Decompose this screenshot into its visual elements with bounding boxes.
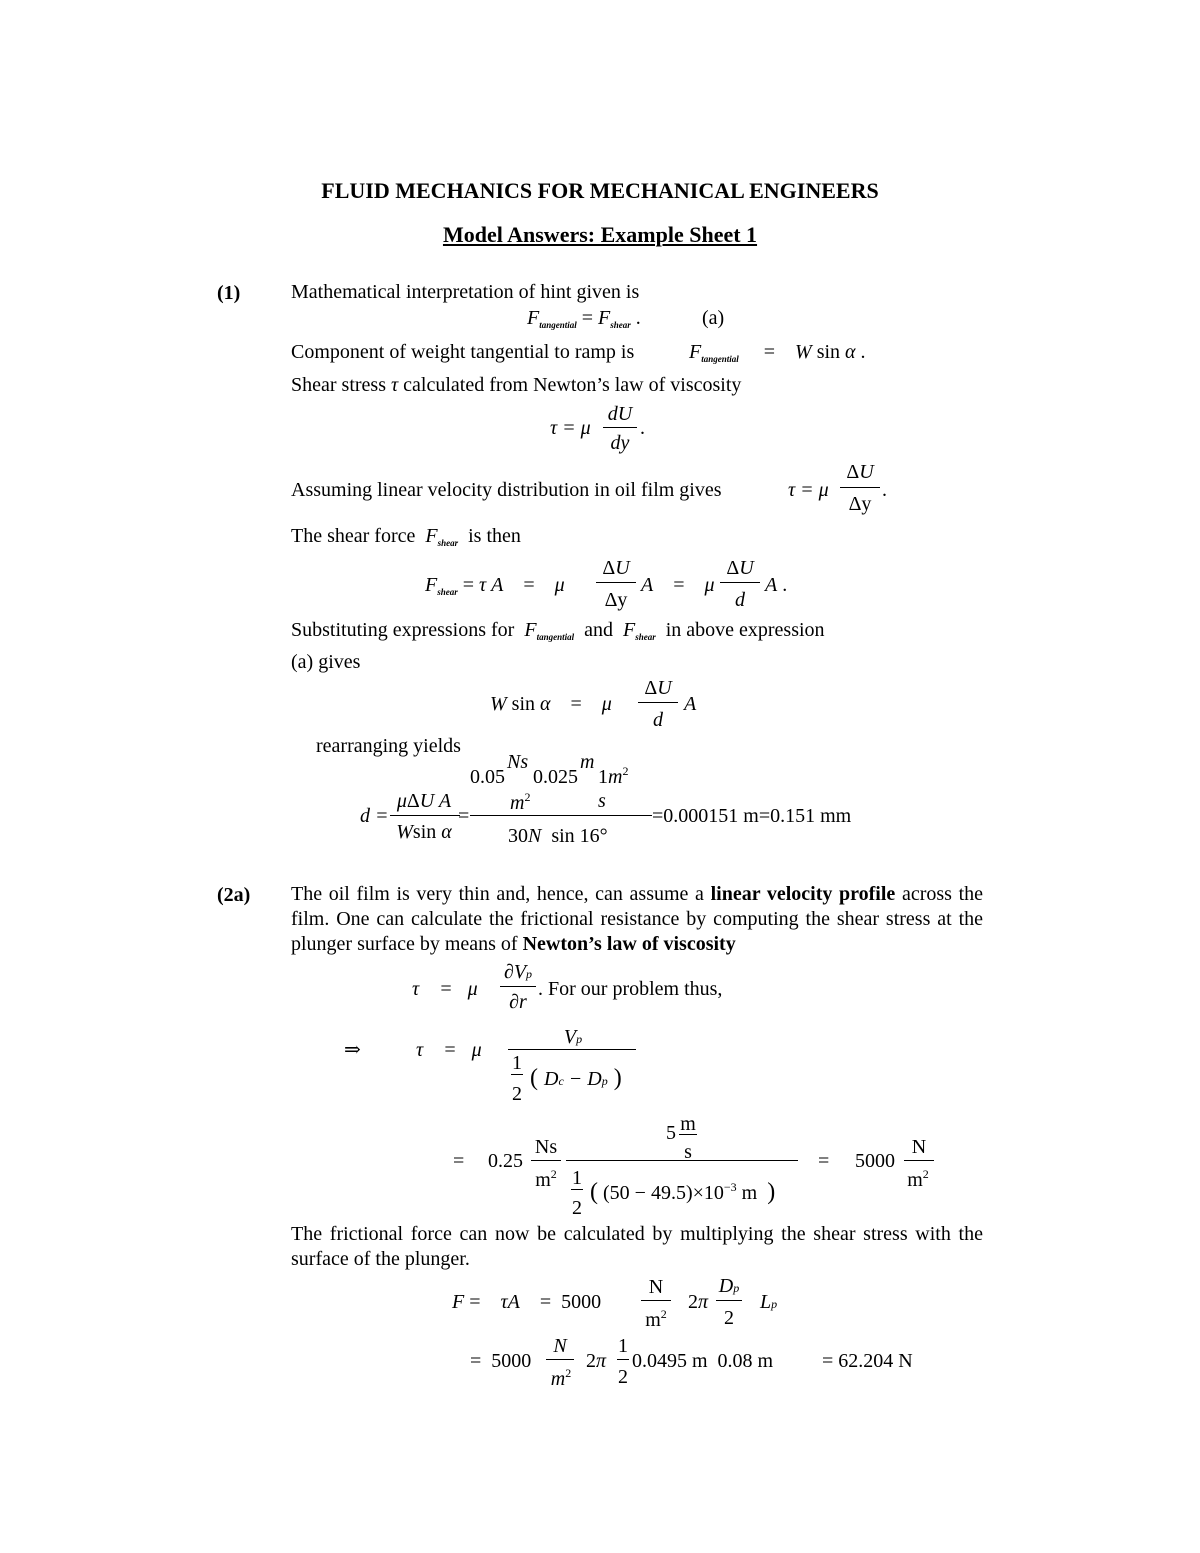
unit-s: s [684,1141,692,1163]
q2a-paragraph-1: The oil film is very thin and, hence, can assume a linear velocity profile across the film. One can calculate the frictional resistance by computing the shear stress at the plunger surface by means of Newton’s law of viscosity [291,883,984,955]
diameter-difference: ( Dc − Dp ) [530,1065,622,1091]
q1-line-4: Assuming linear velocity distribution in oil film gives [291,479,722,501]
equation-weight-component: $F_{tangential}$ = W sin α . [689,341,866,364]
result-stress: 5000 [855,1150,895,1172]
half-denominator: 2 [512,1083,522,1105]
for-our-problem: . For our problem thus, [538,978,723,1000]
fraction-bar [720,582,760,583]
unit-m2: $m^2$ [550,1366,572,1390]
equation-d-lhs: d = [360,805,389,827]
fraction-bar [716,1300,742,1301]
fraction-numerator: μΔU A [396,790,452,812]
fraction-delta-u: ΔU [726,557,754,579]
equation-linear-velocity: τ = μ [788,479,829,501]
equation-tag-a: (a) [702,307,725,329]
fraction-bar-main [566,1160,798,1161]
q1-line-7: (a) gives [291,651,361,673]
equation-tau-lhs: τ = μ [416,1039,482,1061]
fraction-d: d [653,709,663,731]
fraction-bar [500,986,536,987]
unit-ns: Ns [534,1136,558,1158]
half-denominator: 2 [572,1197,582,1219]
equals: = [453,1150,465,1172]
question-label-2a: (2a) [217,884,251,906]
equals: = [458,805,470,827]
fraction-bar [470,815,652,816]
equation-shear-force: $F_{shear} = \tau$ A = μ [425,574,565,597]
implies-arrow: ⇒ [344,1039,361,1061]
fraction-denominator: Wsin α [396,821,452,843]
equation-tangential-equals-shear: $F_{tangential} = F_{shear}$ . [527,307,641,330]
fraction-bar [571,1189,583,1190]
q1-line-6: Substituting expressions for $F_{tangential}$ and $F_{shear}$ in above expression [291,619,825,642]
fraction-bar [840,487,880,488]
fraction-bar [904,1160,934,1161]
length-lp: Lp [760,1291,778,1313]
denominator-values: 30N sin 16° [508,825,608,847]
document-title: FLUID MECHANICS FOR MECHANICAL ENGINEERS [321,178,879,203]
fraction-bar [511,1074,523,1075]
unit-n: N [648,1276,664,1298]
fraction-dp: Dp [718,1275,740,1297]
fraction-dvp: ∂Vp [503,961,533,983]
document-subtitle: Model Answers: Example Sheet 1 [442,222,758,247]
fraction-dy-denominator: dy [610,432,630,454]
fraction-d: d [735,589,745,611]
fraction-bar [390,815,460,816]
q1-line-3: Shear stress τ calculated from Newton’s law of viscosity [291,374,742,396]
dimensions: 0.0495 m 0.08 m [632,1350,784,1372]
fraction-bar [638,702,678,703]
fraction-bar [531,1160,561,1161]
unit-n: N [911,1136,927,1158]
equation-balance: W sin α = μ [490,693,612,715]
equation-tau-derivative: τ = μ [412,978,478,1000]
fraction-dr: ∂r [509,991,527,1013]
unit-n: N [553,1335,567,1357]
numerator-values: 0.05 Ns 0.025 m $1m^2$ [470,751,629,788]
half-numerator: 1 [618,1335,628,1357]
fraction-delta-u: ΔU [644,677,672,699]
unit-m2: $m^2$ [510,790,531,814]
equation-part: A [684,693,697,715]
q1-line-8: rearranging yields [316,735,461,757]
unit-m2: $m^2$ [907,1167,929,1191]
unit-m: m [680,1113,696,1135]
fraction-delta-u: ΔU [602,557,630,579]
fraction-bar [596,582,636,583]
question-label-1: (1) [217,282,241,304]
half-numerator: 1 [572,1167,582,1189]
fraction-bar [679,1134,697,1135]
unit-s: s [598,790,606,812]
q1-line-2: Component of weight tangential to ramp is [291,341,635,363]
fraction-two: 2 [724,1307,734,1329]
two-pi: 2π [688,1291,709,1313]
fraction-delta-y: Δy [604,589,628,611]
q1-line-5: The shear force $F_{shear}$ is then [291,525,521,548]
unit-m2: $m^2$ [645,1307,667,1331]
numerator-vp: Vp [563,1026,583,1048]
fraction-bar [603,427,637,428]
q2a-paragraph-2: The frictional force can now be calculated by multiplying the shear stress with the surface of the plunger. [291,1223,983,1270]
equation-part: A . [765,574,788,596]
half-denominator: 2 [618,1366,628,1388]
fraction-bar [508,1049,636,1050]
fraction-delta-y: Δy [848,493,872,515]
final-result: = 62.204 N [822,1350,913,1372]
period: . [640,417,645,439]
equation-part: A = μ [641,574,715,596]
equation-newton-law: τ = μ [550,417,591,439]
equation-friction-force: F = τA = 5000 [452,1291,602,1313]
velocity-5: 5 [666,1122,676,1144]
final-equals: = 5000 [470,1350,532,1372]
fraction-du-numerator: dU [607,403,633,425]
viscosity-value: 0.25 [488,1150,523,1172]
fraction-bar [546,1359,574,1360]
result-d: =0.000151 m=0.151 mm [652,805,852,827]
two-pi: 2π [586,1350,607,1372]
q1-line-1: Mathematical interpretation of hint given is [291,281,640,303]
period: . [882,479,887,501]
fraction-delta-u: ΔU [846,461,874,483]
fraction-bar [617,1359,629,1360]
half-numerator: 1 [512,1052,522,1074]
fraction-bar [641,1300,671,1301]
gap-expression: ( $(50 - 49.5)\times 10^{-3}$ m ) [590,1179,776,1205]
equals: = [818,1150,830,1172]
unit-m2: $m^2$ [535,1167,557,1191]
